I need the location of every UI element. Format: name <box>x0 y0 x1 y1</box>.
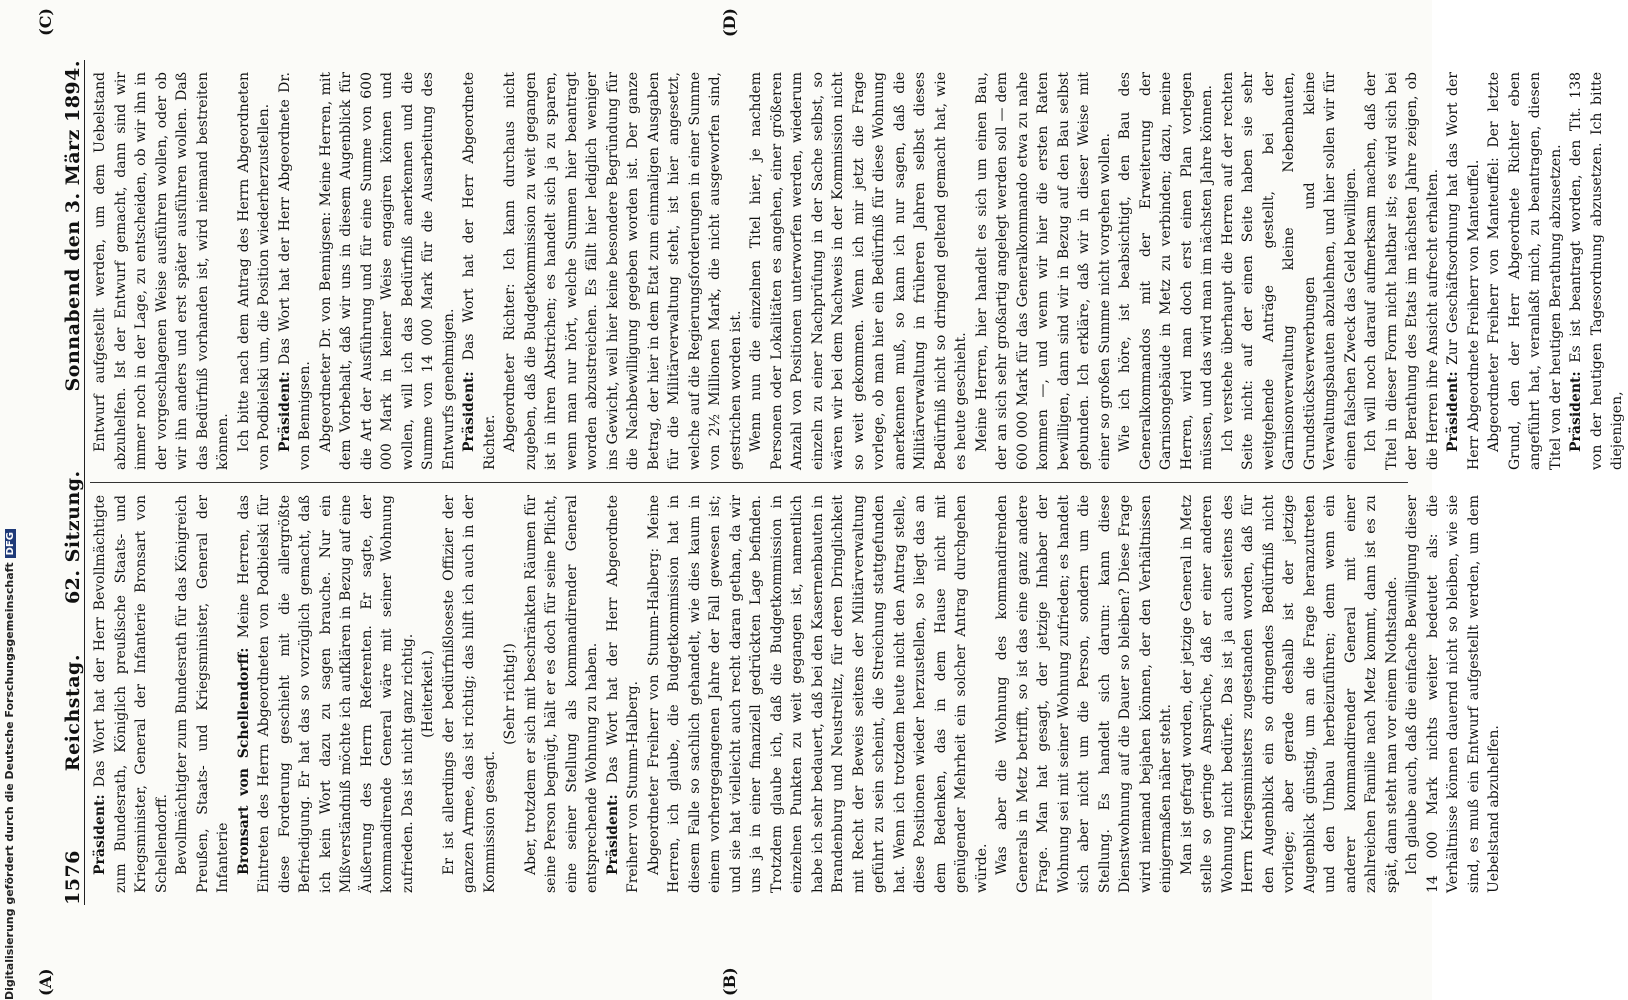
paragraph-text: Wenn nun die einzelnen Titel hier, je nachdem Personen oder Lokalitäten es angehen, einer größeren Anzahl von Positionen unterworfen werden, wiederum einzeln zu einer Nachprüfung in der Sache selbst, so wären wir bei dem Nachweis in der Kommission nicht so weit gekommen. Wenn ich mir jetzt die Frage vorlege, ob man hier ein Bedürfniß für diese Wohnung anerkennen muß, so kann ich nur sagen, daß die Militärverwaltung in früheren Jahren selbst dieses Bedürfniß nicht so dringend geltend gemacht hat, wie es heute geschieht. <box>748 72 969 470</box>
speaker-name: Bronsart von Schellendorff: <box>235 647 252 875</box>
paragraph-text: Er ist allerdings der bedürfnißloseste Offizier der ganzen Armee, das ist richtig; das hilft ich auch in der Kommission gesagt. <box>440 495 498 893</box>
margin-letter-d: (D) <box>720 8 739 38</box>
paragraph <box>459 72 500 470</box>
paragraph <box>972 72 1116 470</box>
paragraph-text: Wie ich höre, ist beabsichtigt, den Bau des Generalkommandos mit der Erweiterung der Garnisongebäude in Metz zu verbinden; dazu, meine Herren, wird man doch erst einen Plan vorlegen müssen, und das wird man im nächsten Jahre können. <box>1117 72 1215 470</box>
speaker-name: Präsident: <box>1568 371 1584 452</box>
credit-text: Digitalisierung gefördert durch die Deutsche Forschungsgemeinschaft <box>3 562 16 1000</box>
paragraph-text: Das Wort hat der Herr Abgeordnete Richter. <box>461 72 498 470</box>
paragraph-text: Entwurf aufgestellt werden, um dem Uebelstand abzuhelfen. Ist der Entwurf gemacht, dann sind wir immer noch in der Lage, zu entscheiden, ob wir ihn in der vorgeschlagenen Weise ausführen wollen, oder ob wir ihn anders und erst später ausführen wollen. Daß das Bedürfniß vorhanden ist, wird niemand bestreiten können. <box>92 72 231 470</box>
paragraph-text: Ich will noch darauf aufmerksam machen, daß der Titel in dieser Form nicht haltbar ist; es wird sich bei der Berathung des Etats im nächsten Jahre zeigen, ob die Herren ihre Ansicht aufrecht erhalten. <box>1363 72 1441 470</box>
paragraph <box>1443 72 1484 470</box>
paragraph-text: Abgeordneter Richter: Ich kann durchaus nicht zugeben, daß die Budgetkommission zu weit gegangen ist in ihren Abstrichen; es handelt sich ja zu sparen, wenn man nur hört, welche Summen hier beantragt worden abzustreichen. Es fällt hier lediglich weniger ins Gewicht, weil hier keine besondere Begründung für die Nachbewilligung gegeben worden ist. Der ganze Betrag, der hier in dem Etat zum einmaligen Ausgaben für die Militärverwaltung steht, ist hier angesetzt, welche auf die Regierungsforderungen in einer Summe von 2½ Millionen Mark, die nicht ausgeworfen sind, gestrichen worden ist. <box>502 72 744 470</box>
paragraph-text: Abgeordneter Dr. von Bennigsen: Meine Herren, mit dem Vorbehalt, daß wir uns in diesem Augenblick für die Art der Ausführung und für eine Summe von 600 000 Mark in keiner Weise engagiren können und wollen, will ich das Bedürfniß anerkennen und die Summe von 14 000 Mark für die Ausarbeitung des Entwurfs genehmigen. <box>317 72 457 470</box>
paragraph <box>500 495 521 893</box>
header-session: 62. Sitzung. <box>62 470 84 605</box>
paragraph-text: Meine Herren, hier handelt es sich um einen Bau, der an sich sehr großartig angelegt werden soll — dem 600 000 Mark für das Generalkommando etwa zu nahe kommen —, und wenn wir hier die ersten Raten bewilligen, dann sind wir in Bezug auf den Bau selbst gebunden. Ich erkläre, daß wir in dieser Weise mit einer so großen Summe nicht vorgehen wollen. <box>973 72 1113 470</box>
paragraph-text: (Sehr richtig!) <box>502 643 518 745</box>
paragraph-text: Zur Geschäftsordnung hat das Wort der Herr Abgeordnete Freiherr von Manteuffel. <box>1445 72 1482 470</box>
paragraph <box>1566 72 1628 470</box>
paragraph <box>439 495 501 893</box>
page-number: 1576 <box>62 850 84 905</box>
paragraph <box>90 72 234 470</box>
speaker-name: Präsident: <box>604 794 621 875</box>
speaker-name: Präsident: <box>276 371 293 452</box>
speaker-name: Präsident: <box>1445 371 1461 452</box>
paragraph <box>90 495 172 893</box>
paragraph-text: Es ist beantragt worden, den Tit. 138 von der heutigen Tagesordnung abzusetzen. Ich bitte diejenigen, <box>1568 71 1625 470</box>
text-column-left <box>90 483 1502 905</box>
paragraph <box>172 495 234 893</box>
header-center <box>62 470 84 771</box>
paragraph-text: Was aber die Wohnung des kommandirenden Generals in Metz betrifft, so ist das eine ganz andere Frage. Man hat gesagt, der jetzige Inhaber der Wohnung sei mit seiner Wohnung zufrieden; es handelt sich aber nicht um die Person, sondern um die Stellung. Es handelt sich darum: kann diese Dienstwohnung auf die Dauer so bleiben? Diese Frage wird niemand bejahen können, der den Verhältnissen einigermaßen näher steht. <box>994 495 1174 893</box>
margin-letter-a: (A) <box>36 968 55 996</box>
paragraph-text: Ich glaube auch, daß die einfache Bewilligung dieser 14 000 Mark nichts weiter bedeutet als: die Verhältnisse können dauernd nicht so bleiben, wie sie sind, es muß ein Entwurf aufgestellt werden, um dem Uebelstand abzuhelfen. <box>1404 495 1502 893</box>
paragraph <box>234 495 419 893</box>
paragraph <box>1484 72 1566 470</box>
paragraph-text: Das Wort hat der Herr Bevollmächtigte zum Bundesrath, Königlich preußische Staats- und Kriegsminister, General der Infanterie Bronsart von Schellendorff. <box>92 494 170 893</box>
paragraph <box>316 72 460 470</box>
paragraph <box>1115 72 1218 470</box>
paragraph-text: Aber, trotzdem er sich mit beschränkten Räumen für seine Person begnügt, hält er es doch für seine Pflicht, eine seiner Stellung als kommandirender General entsprechende Wohnung zu haben. <box>522 495 600 893</box>
paragraph-text: Ich verstehe überhaupt die Herren auf der rechten Seite nicht: auf der einen Seite haben sie sehr weitgehende Anträge gestellt, bei der Garnisonverwaltung kleine Nebenbauten, Grundstücksverwerbungen und kleine Verwaltungsbauten abzulehnen, und hier sollen wir für einen falschen Zweck das Geld bewilligen. <box>1219 72 1359 470</box>
paragraph-text: Bevollmächtigter zum Bundesrath für das Königreich Preußen, Staats- und Kriegsminister, General der Infanterie <box>174 495 231 893</box>
paragraph <box>746 72 972 470</box>
dfg-logo: DFG <box>5 529 16 558</box>
paragraph-text: Meine Herren, das Eintreten des Herrn Abgeordneten von Podbielski für diese Forderung geschieht mit die allergrößte Befriedigung. Er hat das so vorzüglich gemacht, daß ich kein Wort dazu zu sagen brauche. Nur ein Mißverständniß möchte ich aufklären in Bezug auf eine Äußerung des Herrn Referenten. Er sagte, der kommandirende General wäre mit seiner Wohnung zufrieden. Das ist nicht ganz richtig. <box>235 495 416 893</box>
paragraph <box>234 72 275 470</box>
paragraph <box>1402 495 1505 893</box>
paragraph <box>500 72 746 470</box>
paragraph <box>275 72 316 470</box>
speaker-name: Präsident: <box>461 371 477 452</box>
text-column-right <box>90 60 1625 483</box>
header-body: Reichstag. <box>62 654 84 772</box>
paragraph-text: Das Wort hat der Herr Abgeordnete Dr. von Bennigsen. <box>276 72 313 470</box>
paragraph-text: Abgeordneter Freiherr von Manteuffel: Der letzte Grund, den der Herr Abgeordnete Richter eben angeführt hat, veranlaßt mich, zu beantragen, diesen Titel von der heutigen Berathung abzusetzen. <box>1486 72 1564 470</box>
text-columns <box>90 60 1625 905</box>
running-header <box>58 60 85 905</box>
paragraph <box>1361 72 1443 470</box>
digitization-credit <box>3 529 16 1000</box>
paragraph-text: Abgeordneter Freiherr von Stumm-Halberg: Meine Herren, ich glaube, die Budgetkommission hat in diesem Falle so sachlich gehandelt, wie dies kaum in einem vorhergegangenen Jahre der Fall gewesen ist; und sie hat vielleicht auch recht daran gethan, da wir uns ja in einer finanziell gedrückten Lage befinden. Trotzdem glaube ich, daß die Budgetkommission in einzelnen Punkten zu weit gegangen ist, namentlich habe ich sehr bedauert, daß bei den Kasernenbauten in Brandenburg und Neustrelitz, für deren Dringlichkeit mit Recht der Beweis seitens der Militärverwaltung geführt zu sein scheint, die Streichung stattgefunden hat. Wenn ich trotzdem heute nicht den Antrag stelle, diese Positionen wieder herzustellen, so liegt das an dem Bedenken, das in dem Hause nicht mit genügender Mehrheit ein solcher Antrag durchgehen würde. <box>645 495 990 893</box>
paragraph-text: Man ist gefragt worden, der jetzige General in Metz stelle so geringe Ansprüche, daß er einer anderen Wohnung nicht bedürfe. Das ist ja auch seitens des Herrn Kriegsministers zugestanden worden, daß für den Augenblick ein so dringendes Bedürfniß nicht vorliege; aber gerade deshalb ist der jetzige Augenblick günstig, um an die Frage heranzutreten und den Umbau herbeizuführen; denn wenn ein anderer kommandirender General mit einer zahlreichen Familie nach Metz kommt, dann ist es zu spät, dann steht man vor einem Nothstande. <box>1178 495 1400 893</box>
paragraph <box>1177 495 1403 893</box>
speaker-name: Präsident: <box>92 794 108 875</box>
paragraph-text: Das Wort hat der Herr Abgeordnete Freiherr von Stumm-Halberg. <box>604 495 641 893</box>
paragraph <box>992 495 1177 893</box>
paragraph <box>418 495 439 893</box>
header-date: Sonnabend den 3. März 1894. <box>62 60 84 392</box>
paragraph-text: Ich bitte nach dem Antrag des Herrn Abgeordneten von Podbielski um, die Position wiederherzustellen. <box>235 72 272 470</box>
paragraph <box>644 495 993 893</box>
paragraph <box>603 495 644 893</box>
paragraph-text: (Heiterkeit.) <box>420 650 436 738</box>
paragraph <box>1218 72 1362 470</box>
margin-letter-c: (C) <box>36 8 55 36</box>
paragraph <box>521 495 603 893</box>
margin-letter-b: (B) <box>720 967 739 996</box>
